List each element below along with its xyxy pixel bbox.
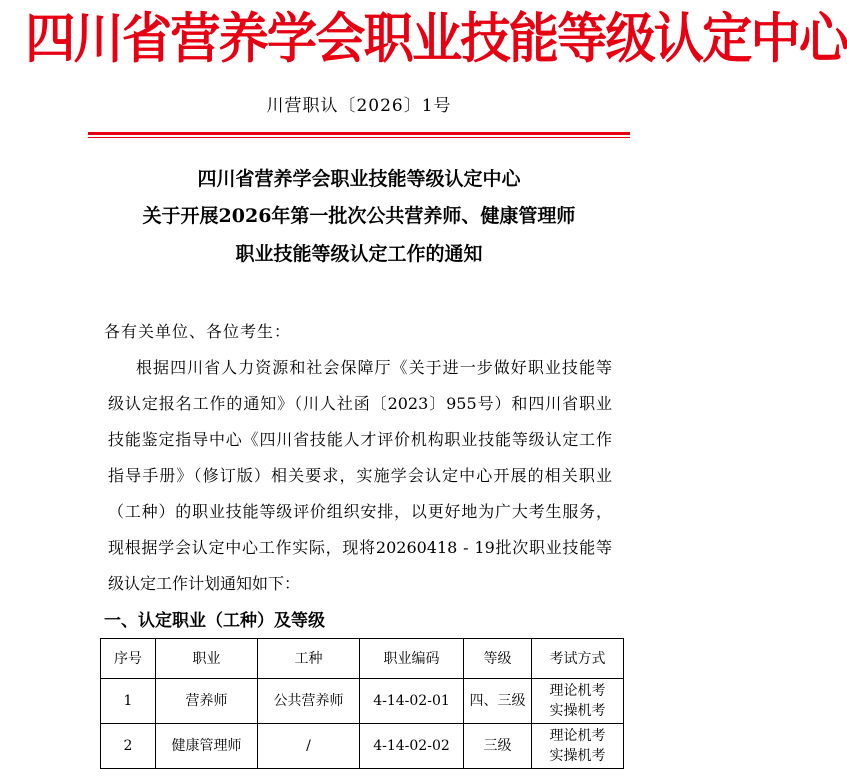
cell-type: / [258,724,360,769]
cell-type: 公共营养师 [258,679,360,724]
paragraph-line: 技能鉴定指导中心《四川省技能人才评价机构职业技能等级认定工作 [108,430,612,449]
paragraph-line: 现根据学会认定中心工作实际，现将20260418 - 19批次职业技能等 [108,538,612,557]
method-practical: 实操机考 [549,703,606,719]
method-theory: 理论机考 [549,728,606,744]
header-cell-no: 序号 [101,639,156,679]
cell-method [532,679,624,724]
header-cell-method: 考试方式 [532,639,624,679]
table-header-row [101,639,624,679]
paragraph-line: 级认定报名工作的通知》（川人社函〔2023〕955号）和四川省职业 [108,394,612,413]
greeting: 各有关单位、各位考生： [104,322,292,341]
title-line-1: 四川省营养学会职业技能等级认定中心 [197,168,521,190]
occupation-table [100,638,624,769]
cell-code: 4-14-02-02 [360,724,464,769]
cell-no: 1 [101,679,156,724]
document-number: 川营职认〔2026〕1号 [266,96,452,116]
section-heading: 一、认定职业（工种）及等级 [104,611,325,631]
cell-code: 4-14-02-01 [360,679,464,724]
header-cell-type: 工种 [258,639,360,679]
paragraph-line: 指导手册》（修订版）相关要求，实施学会认定中心开展的相关职业 [108,466,612,485]
table-row [101,679,624,724]
method-practical: 实操机考 [549,748,606,764]
header-cell-occupation: 职业 [156,639,258,679]
cell-level: 四、三级 [464,679,532,724]
cell-occupation: 营养师 [156,679,258,724]
method-theory: 理论机考 [549,683,606,699]
table-row [101,724,624,769]
cell-method [532,724,624,769]
title-line-2: 关于开展2026年第一批次公共营养师、健康管理师 [142,205,576,227]
cell-no: 2 [101,724,156,769]
paragraph-line: 级认定工作计划通知如下： [108,574,301,593]
cell-occupation: 健康管理师 [156,724,258,769]
red-divider-thick [88,132,630,135]
red-divider-thin [88,137,630,138]
cell-level: 三级 [464,724,532,769]
paragraph-line: 根据四川省人力资源和社会保障厅《关于进一步做好职业技能等 [136,358,612,377]
document-masthead: 四川省营养学会职业技能等级认定中心 [25,7,847,70]
title-line-3: 职业技能等级认定工作的通知 [235,243,483,265]
paragraph-line: （工种）的职业技能等级评价组织安排，以更好地为广大考生服务， [108,502,612,521]
header-cell-level: 等级 [464,639,532,679]
header-cell-code: 职业编码 [360,639,464,679]
